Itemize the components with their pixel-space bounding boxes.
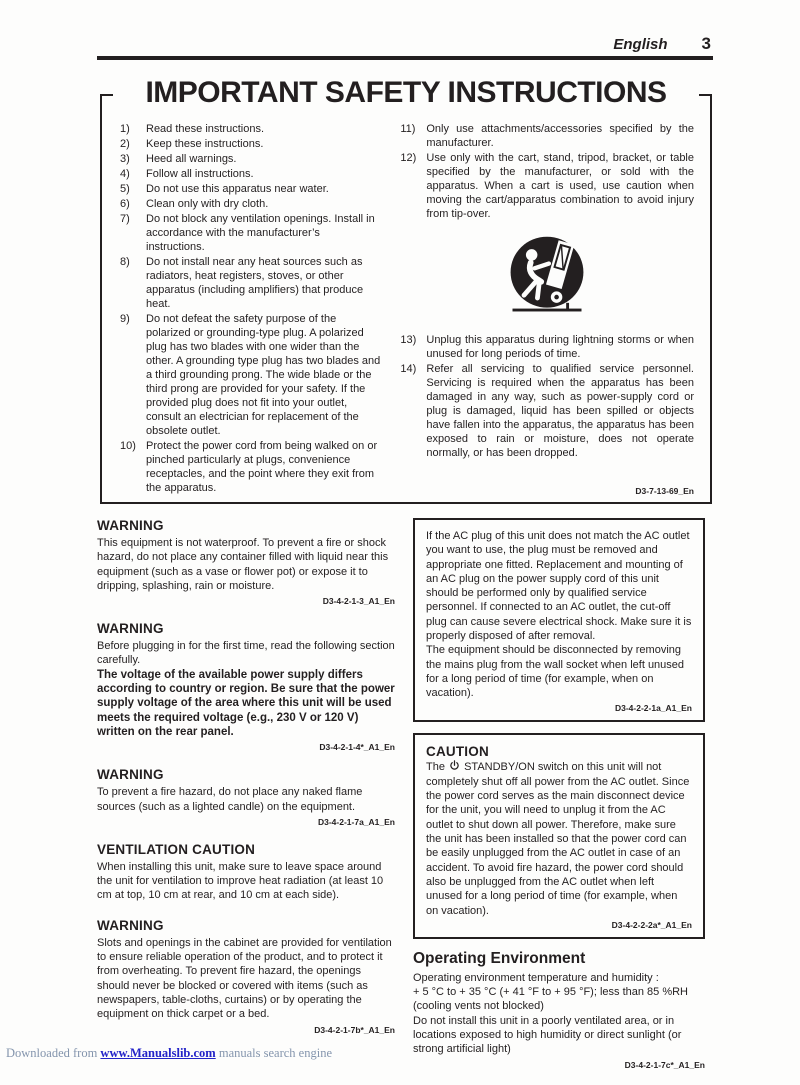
section-body: This equipment is not waterproof. To prevent a fire or shock hazard, do not place any container filled with liquid near this equipment (such as a vase or flower pot) or expose it to dripping, splashing, rain or moisture. <box>97 537 389 592</box>
operating-environment-section <box>413 950 705 1070</box>
manualslib-link[interactable]: www.Manualslib.com <box>100 1046 216 1060</box>
operating-environment-line: + 5 °C to + 35 °C (+ 41 °F to + 95 °F); less than 85 %RH <box>413 986 688 999</box>
item-number: 10) <box>120 440 136 452</box>
notice-paragraph: The equipment should be disconnected by removing the mains plug from the wall socket when left unused for a long period of time (for example, when on vacation). <box>426 644 685 700</box>
safety-instruction-item-11 <box>400 122 694 150</box>
standby-switch-label: STANDBY/ON <box>464 760 535 773</box>
warning-section-voltage <box>97 621 395 752</box>
safety-instruction-item-4 <box>120 167 380 181</box>
section-heading: WARNING <box>97 767 164 783</box>
section-body: When installing this unit, make sure to leave space around the unit for ventilation to improve heat radiation (at least 10 cm at top, 10 cm at rear, and 10 cm at each side). <box>97 860 384 902</box>
document-code: D3-4-2-1-3_A1_En <box>322 596 395 607</box>
header-rule <box>97 56 713 60</box>
warning-section-slots-openings <box>97 918 395 1035</box>
item-number: 1) <box>120 123 130 135</box>
document-code: D3-4-2-1-4*_A1_En <box>319 742 395 753</box>
safety-instruction-item-14 <box>400 362 694 460</box>
item-number: 6) <box>120 198 130 210</box>
operating-environment-line: Operating environment temperature and humidity : <box>413 971 659 984</box>
safety-instruction-item-1 <box>120 122 380 136</box>
item-text: Follow all instructions. <box>146 168 254 180</box>
language-label: English <box>613 36 668 53</box>
item-text: Do not use this apparatus near water. <box>146 183 329 195</box>
safety-instruction-item-12 <box>400 151 694 221</box>
cart-tip-over-warning-icon <box>499 230 595 327</box>
section-heading: VENTILATION CAUTION <box>97 841 256 857</box>
item-text: Use only with the cart, stand, tripod, bracket, or table specified by the manufacturer, or sold with the apparatus. When a cart is used, use caution when moving the cart/apparatus combination to avoid injury from tip-over. <box>426 152 694 220</box>
item-number: 13) <box>400 334 417 346</box>
warning-section-waterproof <box>97 518 395 606</box>
safety-instruction-item-6 <box>120 197 380 211</box>
section-body: Before plugging in for the first time, read the following section carefully. <box>97 640 395 667</box>
section-heading: Operating Environment <box>413 949 586 967</box>
safety-instruction-item-13 <box>400 333 694 361</box>
ac-plug-notice-box <box>413 518 705 722</box>
document-code: D3-4-2-2-1a_A1_En <box>614 702 692 713</box>
item-number: 8) <box>120 256 130 268</box>
item-text: Protect the power cord from being walked on or pinched particularly at plugs, convenience receptacles, and the point where they exit from the apparatus. <box>146 440 378 494</box>
safety-instruction-item-2 <box>120 137 380 151</box>
item-text: Clean only with dry cloth. <box>146 198 269 210</box>
section-heading: WARNING <box>97 518 164 533</box>
item-number: 11) <box>400 123 416 135</box>
page-title: IMPORTANT SAFETY INSTRUCTIONS <box>113 75 699 111</box>
section-heading: CAUTION <box>426 743 489 759</box>
section-body-bold: The voltage of the available power supply differs according to country or region. Be sure that the power supply voltage of the area where this unit will be used meets the required voltage (e.g., 230 V or 120 V) written on the rear panel. <box>97 668 395 738</box>
safety-instruction-item-3 <box>120 152 380 166</box>
item-number: 14) <box>400 363 417 375</box>
item-number: 5) <box>120 183 130 195</box>
item-number: 2) <box>120 138 130 150</box>
item-text: Keep these instructions. <box>146 138 264 150</box>
footer-suffix: manuals search engine <box>215 1046 332 1060</box>
item-text: Do not block any ventilation openings. Install in accordance with the manufacturer’s instructions. <box>146 213 375 253</box>
page-header <box>97 34 713 60</box>
item-text: Heed all warnings. <box>146 153 237 165</box>
safety-instruction-item-7 <box>120 212 380 254</box>
item-number: 9) <box>120 313 130 325</box>
document-code: D3-4-2-1-7b*_A1_En <box>314 1024 395 1035</box>
item-number: 12) <box>400 152 417 164</box>
operating-environment-line: (cooling vents not blocked) <box>413 1000 544 1013</box>
footer-prefix: Downloaded from <box>6 1046 101 1060</box>
item-number: 4) <box>120 168 130 180</box>
notice-paragraph: If the AC plug of this unit does not match the AC outlet you want to use, the plug must be removed and appropriate one fitted. Replacement and mounting of an AC plug on the power supply cord of this unit should be performed only by qualified service personnel. If connected to an AC outlet, the cut-off plug can cause severe electrical shock. Make sure it is properly disposed of after removal. <box>426 530 692 643</box>
safety-instruction-item-10 <box>120 439 380 495</box>
section-body: To prevent a fire hazard, do not place any naked flame sources (such as a lighted candle) on the equipment. <box>97 786 363 813</box>
item-text: Do not install near any heat sources such as radiators, heat registers, stoves, or other apparatus (including amplifiers) that produce heat. <box>146 256 364 310</box>
item-text: Do not defeat the safety purpose of the polarized or grounding-type plug. A polarized plug has two blades with one wider than the other. A grounding type plug has two blades and a third grounding prong. The wide blade or the third prong are provided for your safety. If the provided plug does not fit into your outlet, consult an electrician for replacement of the obsolete outlet. <box>146 313 381 437</box>
standby-power-icon <box>449 760 460 775</box>
item-text: Only use attachments/accessories specified by the manufacturer. <box>426 123 694 149</box>
caution-body-prefix: The <box>426 760 445 773</box>
caution-body-rest: switch on this unit will not completely shut off all power from the AC outlet. Since the power cord serves as the main disconnect device for the unit, you will need to unplug it from the AC outlet to shut down all power. Therefore, make sure the unit has been installed so that the power cord can be easily unplugged from the AC outlet in case of an accident. To avoid fire hazard, the power cord should also be unplugged from the AC outlet when left unused for a long period of time (for example, when on vacation). <box>426 760 690 917</box>
ventilation-caution-section <box>97 842 395 903</box>
item-number: 3) <box>120 153 130 165</box>
operating-environment-line: Do not install this unit in a poorly ventilated area, or in locations exposed to high humidity or direct sunlight (or strong artificial light) <box>413 1014 682 1056</box>
safety-instruction-item-5 <box>120 182 380 196</box>
document-code: D3-4-2-1-7c*_A1_En <box>624 1059 705 1070</box>
page-number: 3 <box>701 34 711 53</box>
section-heading: WARNING <box>97 917 164 933</box>
lower-right-column <box>413 518 705 1085</box>
section-heading: WARNING <box>97 621 164 637</box>
document-code: D3-4-2-2-2a*_A1_En <box>611 919 692 930</box>
section-body: Slots and openings in the cabinet are provided for ventilation to ensure reliable operation of the product, and to protect it from overheating. To prevent fire hazard, the openings should never be blocked or covered with items (such as newspapers, table-cloths, curtains) or by operating the equipment on thick carpet or a bed. <box>97 936 392 1021</box>
caution-body <box>426 760 692 918</box>
caution-notice-box <box>413 733 705 939</box>
lower-left-column <box>97 518 395 1085</box>
safety-instruction-item-8 <box>120 255 380 311</box>
item-text: Read these instructions. <box>146 123 265 135</box>
warning-section-naked-flame <box>97 767 395 827</box>
instructions-right-column <box>400 122 694 496</box>
instructions-left-column <box>120 122 380 496</box>
safety-instructions-box <box>100 76 712 504</box>
document-code: D3-7-13-69_En <box>635 486 694 496</box>
footer-watermark <box>6 1046 332 1061</box>
document-code: D3-4-2-1-7a_A1_En <box>317 816 395 827</box>
lower-content <box>97 518 715 1085</box>
item-number: 7) <box>120 213 130 225</box>
safety-instruction-item-9 <box>120 312 380 438</box>
item-text: Unplug this apparatus during lightning storms or when unused for long periods of time. <box>426 334 694 360</box>
item-text: Refer all servicing to qualified service personnel. Servicing is required when the apparatus has been damaged in any way, such as power-supply cord or plug is damaged, liquid has been spilled or objects have fallen into the apparatus, the apparatus has been exposed to rain or moisture, does not operate normally, or has been dropped. <box>426 363 694 459</box>
